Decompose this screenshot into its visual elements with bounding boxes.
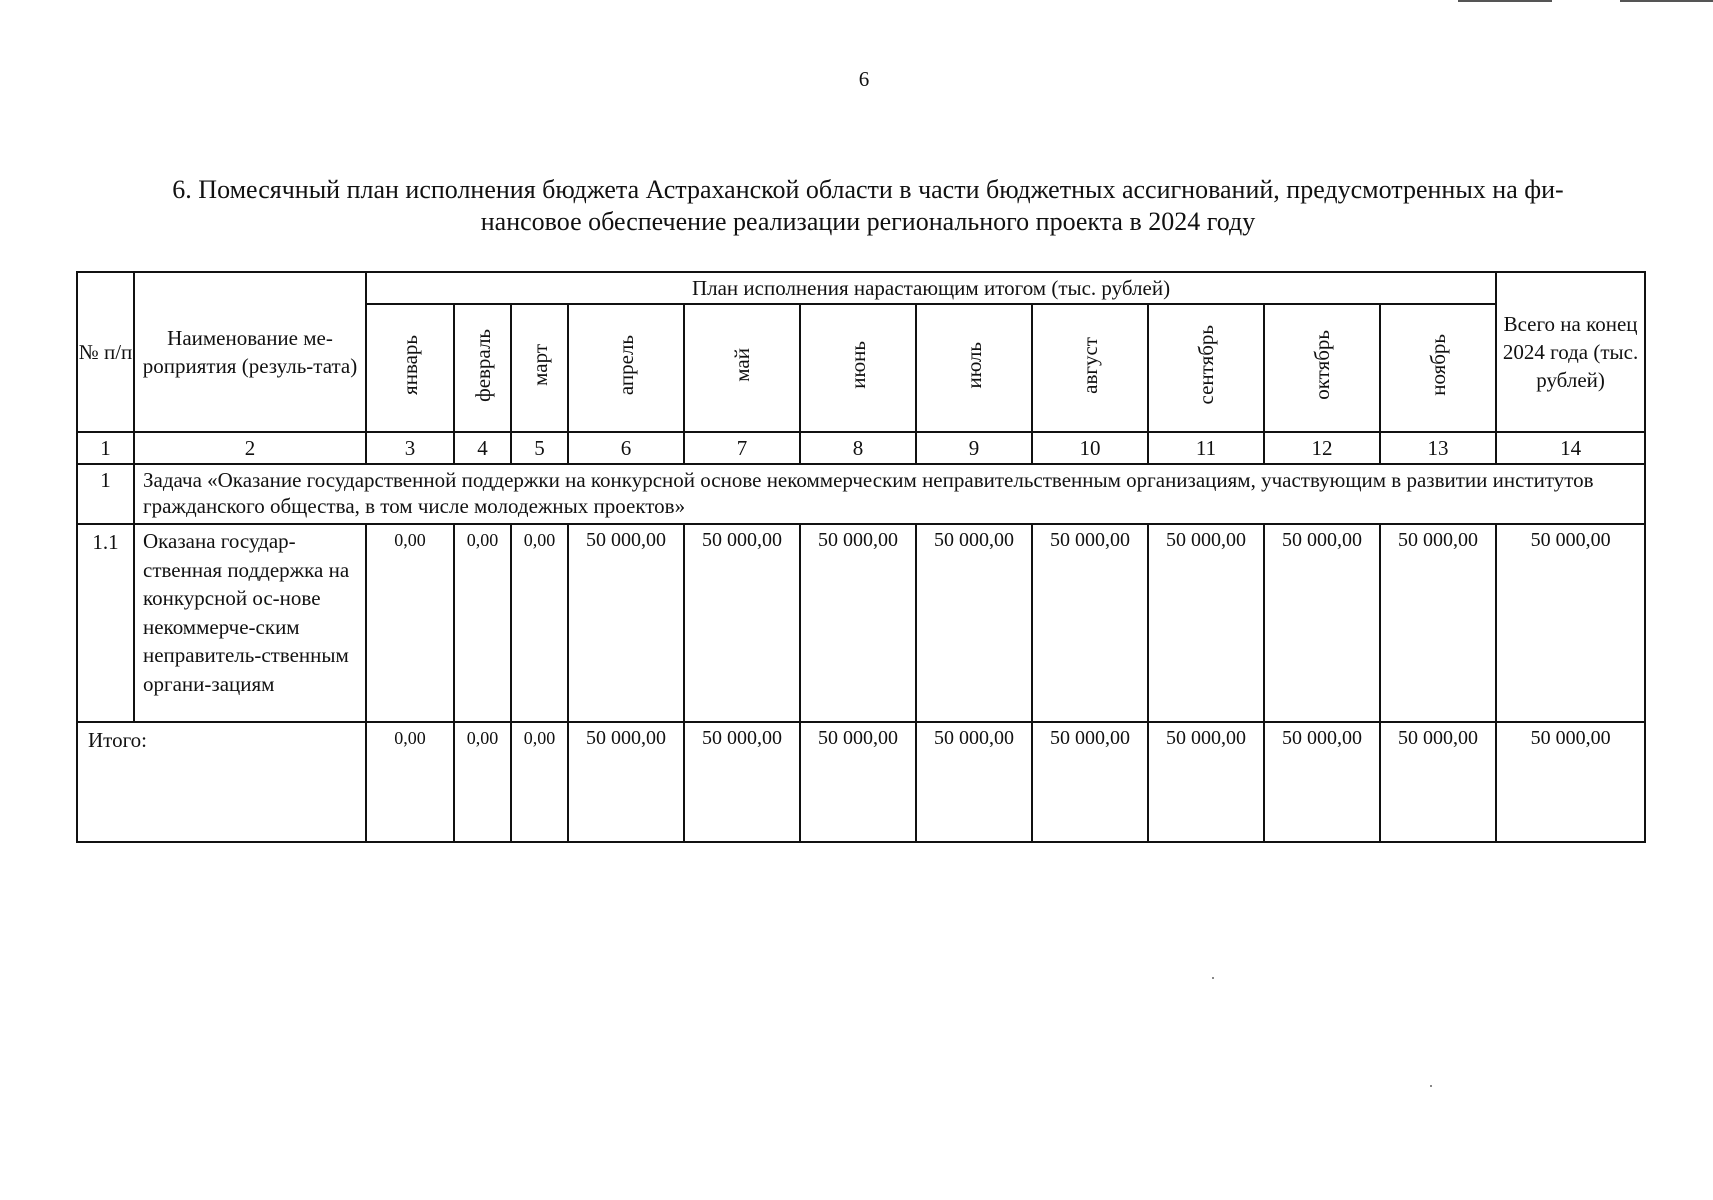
budget-plan-table	[76, 271, 1646, 843]
page-number: 6	[858, 67, 870, 91]
total-value-cell: 50 000,00	[1264, 722, 1380, 842]
column-number: 12	[1264, 432, 1380, 464]
column-number: 13	[1380, 432, 1496, 464]
month-header	[684, 304, 800, 432]
value-cell: 50 000,00	[1264, 524, 1380, 722]
task-text: Задача «Оказание государственной поддержки на конкурсной основе некоммерческим неправительственным организациям, участвующим в развитии институтов гражданского общества, в том числе молодежных проектов»	[134, 464, 1645, 524]
value-cell: 50 000,00	[684, 524, 800, 722]
month-header	[1264, 304, 1380, 432]
header-number: № п/п	[77, 272, 134, 432]
month-label: май	[730, 348, 754, 382]
month-label: октябрь	[1310, 330, 1334, 400]
header-name: Наименование ме-роприятия (резуль-тата)	[134, 272, 366, 432]
task-number: 1	[77, 464, 134, 524]
value-cell: 50 000,00	[800, 524, 916, 722]
title-line-2: нансовое обеспечение реализации регионального проекта в 2024 году	[480, 207, 1256, 236]
total-value-cell: 50 000,00	[1496, 722, 1645, 842]
total-value-cell: 0,00	[511, 722, 568, 842]
total-value-cell: 50 000,00	[1032, 722, 1148, 842]
column-number: 4	[454, 432, 511, 464]
total-value-cell: 0,00	[454, 722, 511, 842]
value-cell: 0,00	[511, 524, 568, 722]
column-number: 10	[1032, 432, 1148, 464]
month-label: ноябрь	[1426, 334, 1451, 396]
month-header	[916, 304, 1032, 432]
value-cell: 50 000,00	[1496, 524, 1645, 722]
item-number: 1.1	[77, 524, 134, 722]
header-plan: План исполнения нарастающим итогом (тыс. рублей)	[366, 272, 1496, 304]
month-label: сентябрь	[1194, 325, 1218, 405]
month-label: март	[527, 344, 552, 386]
column-numbers-row	[77, 432, 1645, 464]
month-header	[1032, 304, 1148, 432]
month-label: август	[1078, 336, 1102, 394]
month-label: апрель	[614, 334, 638, 396]
month-header	[366, 304, 454, 432]
column-number: 9	[916, 432, 1032, 464]
month-label: июнь	[846, 341, 870, 389]
column-number: 3	[366, 432, 454, 464]
month-header	[568, 304, 684, 432]
total-value-cell: 50 000,00	[568, 722, 684, 842]
scan-speck	[1212, 977, 1214, 979]
month-header	[1148, 304, 1264, 432]
month-header	[1380, 304, 1496, 432]
document-title	[88, 174, 1648, 238]
title-line-1: 6. Помесячный план исполнения бюджета Астраханской области в части бюджетных ассигнований, предусмотренных на фи-	[172, 175, 1564, 204]
total-value-cell: 50 000,00	[684, 722, 800, 842]
total-value-cell: 50 000,00	[1148, 722, 1264, 842]
value-cell: 50 000,00	[568, 524, 684, 722]
total-row	[77, 722, 1645, 842]
column-number: 2	[134, 432, 366, 464]
value-cell: 50 000,00	[1148, 524, 1264, 722]
month-header	[511, 304, 568, 432]
header-row	[77, 272, 1645, 304]
value-cell: 0,00	[454, 524, 511, 722]
value-cell: 50 000,00	[1380, 524, 1496, 722]
total-value-cell: 0,00	[366, 722, 454, 842]
total-label: Итого:	[77, 722, 366, 842]
top-edge-rule	[1620, 0, 1713, 2]
total-value-cell: 50 000,00	[800, 722, 916, 842]
total-value-cell: 50 000,00	[1380, 722, 1496, 842]
column-number: 8	[800, 432, 916, 464]
table-row	[77, 524, 1645, 722]
month-label: февраль	[470, 328, 495, 402]
month-label: январь	[398, 335, 422, 395]
column-number: 11	[1148, 432, 1264, 464]
value-cell: 50 000,00	[1032, 524, 1148, 722]
month-header	[454, 304, 511, 432]
column-number: 6	[568, 432, 684, 464]
value-cell: 50 000,00	[916, 524, 1032, 722]
column-number: 7	[684, 432, 800, 464]
month-header	[800, 304, 916, 432]
column-number: 5	[511, 432, 568, 464]
column-number: 1	[77, 432, 134, 464]
top-edge-rule	[1458, 0, 1552, 2]
task-row	[77, 464, 1645, 524]
month-label: июль	[962, 341, 986, 389]
value-cell: 0,00	[366, 524, 454, 722]
header-total: Всего на конец 2024 года (тыс. рублей)	[1496, 272, 1645, 432]
scan-speck	[1430, 1085, 1432, 1087]
column-number: 14	[1496, 432, 1645, 464]
item-name: Оказана государ-ственная поддержка на конкурсной ос-нове некоммерче-ским неправитель-ственным органи-зациям	[134, 524, 366, 722]
total-value-cell: 50 000,00	[916, 722, 1032, 842]
